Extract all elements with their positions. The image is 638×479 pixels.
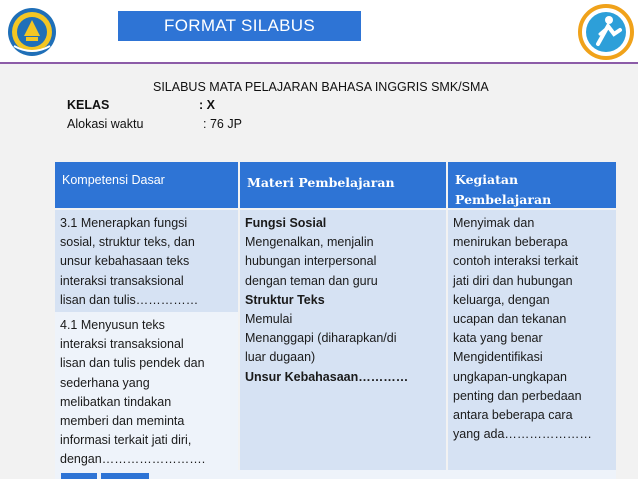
materi-line: Menanggapi (diharapkan/di: [245, 331, 397, 346]
materi-line: dengan teman dan guru: [245, 273, 378, 288]
kegiatan-line: kata yang benar: [453, 331, 543, 346]
kegiatan-cell: [448, 210, 616, 479]
kd-4-1-line: lisan dan tulis pendek dan: [60, 356, 205, 371]
kelas-row: [67, 98, 215, 112]
struktur-teks-label: Struktur Teks: [245, 292, 325, 307]
table-bottom-strip: [55, 470, 616, 479]
syllabus-subtitle: SILABUS MATA PELAJARAN BAHASA INGGRIS SMK/SMA: [153, 80, 489, 94]
kd-3-1-line: 3.1 Menerapkan fungsi: [60, 216, 188, 230]
kd-3-1-line: unsur kebahasaan teks: [60, 254, 190, 269]
kegiatan-column: [448, 162, 616, 479]
kegiatan-line: yang ada…………………: [453, 427, 592, 442]
kelas-value: : X: [199, 98, 215, 112]
kegiatan-line: jati diri dan hubungan: [453, 273, 573, 288]
header-kegiatan-line: Pembelajaran: [455, 192, 552, 207]
materi-line: Memulai: [245, 312, 293, 327]
header-divider: [0, 62, 638, 64]
kegiatan-line: Mengidentifikasi: [453, 350, 543, 365]
materi-line: luar dugaan): [245, 350, 316, 365]
kegiatan-line: keluarga, dengan: [453, 292, 550, 307]
materi-column: [240, 162, 446, 479]
kegiatan-line: antara beberapa cara: [453, 408, 573, 423]
kegiatan-line: menirukan beberapa: [453, 235, 568, 250]
kd-4-1-line: sederhana yang: [60, 375, 150, 390]
kd-3-1-line: sosial, struktur teks, dan: [60, 235, 195, 250]
bottom-strip-block: [61, 473, 97, 479]
kd-4-1-line: informasi terkait jati diri,: [60, 433, 192, 448]
alokasi-label: Alokasi waktu: [67, 117, 144, 131]
materi-cell: [240, 210, 446, 479]
materi-line: hubungan interpersonal: [245, 254, 377, 269]
tut-wuri-handayani-logo-icon: [578, 4, 634, 60]
alokasi-value: : 76 JP: [203, 117, 242, 131]
kd-4-1-line: memberi dan meminta: [60, 414, 185, 429]
kegiatan-line: penting dan perbedaan: [453, 388, 582, 403]
kegiatan-line: Menyimak dan: [453, 216, 535, 230]
header-kegiatan-line: Kegiatan: [455, 172, 519, 187]
header-kegiatan-pembelajaran: [448, 162, 616, 208]
kelas-label: KELAS: [67, 98, 110, 112]
alokasi-row: [67, 117, 242, 131]
kd-4-1-line: 4.1 Menyusun teks: [60, 318, 165, 332]
page-title: FORMAT SILABUS: [118, 11, 361, 41]
kegiatan-line: ungkapan-ungkapan: [453, 369, 567, 384]
kd-3-1-line: interaksi transaksional: [60, 273, 184, 288]
header-kompetensi-dasar: Kompetensi Dasar: [55, 162, 238, 208]
header-materi-pembelajaran: Materi Pembelajaran: [240, 162, 446, 208]
kd-3-1-line: lisan dan tulis……………: [60, 292, 199, 307]
kd-4-1-line: melibatkan tindakan: [60, 394, 172, 409]
kd-4-1-cell: [55, 312, 238, 470]
unsur-kebahasaan-label: Unsur Kebahasaan…………: [245, 369, 409, 384]
materi-line: Mengenalkan, menjalin: [245, 235, 374, 250]
bottom-strip-block: [101, 473, 149, 479]
kegiatan-line: contoh interaksi terkait: [453, 254, 579, 269]
kemdikbud-logo-icon: [6, 6, 58, 58]
kegiatan-line: ucapan dan tekanan: [453, 312, 567, 327]
fungsi-sosial-label: Fungsi Sosial: [245, 216, 327, 230]
kd-4-1-line: interaksi transaksional: [60, 337, 184, 352]
kd-4-1-line: dengan…………………….: [60, 452, 206, 467]
